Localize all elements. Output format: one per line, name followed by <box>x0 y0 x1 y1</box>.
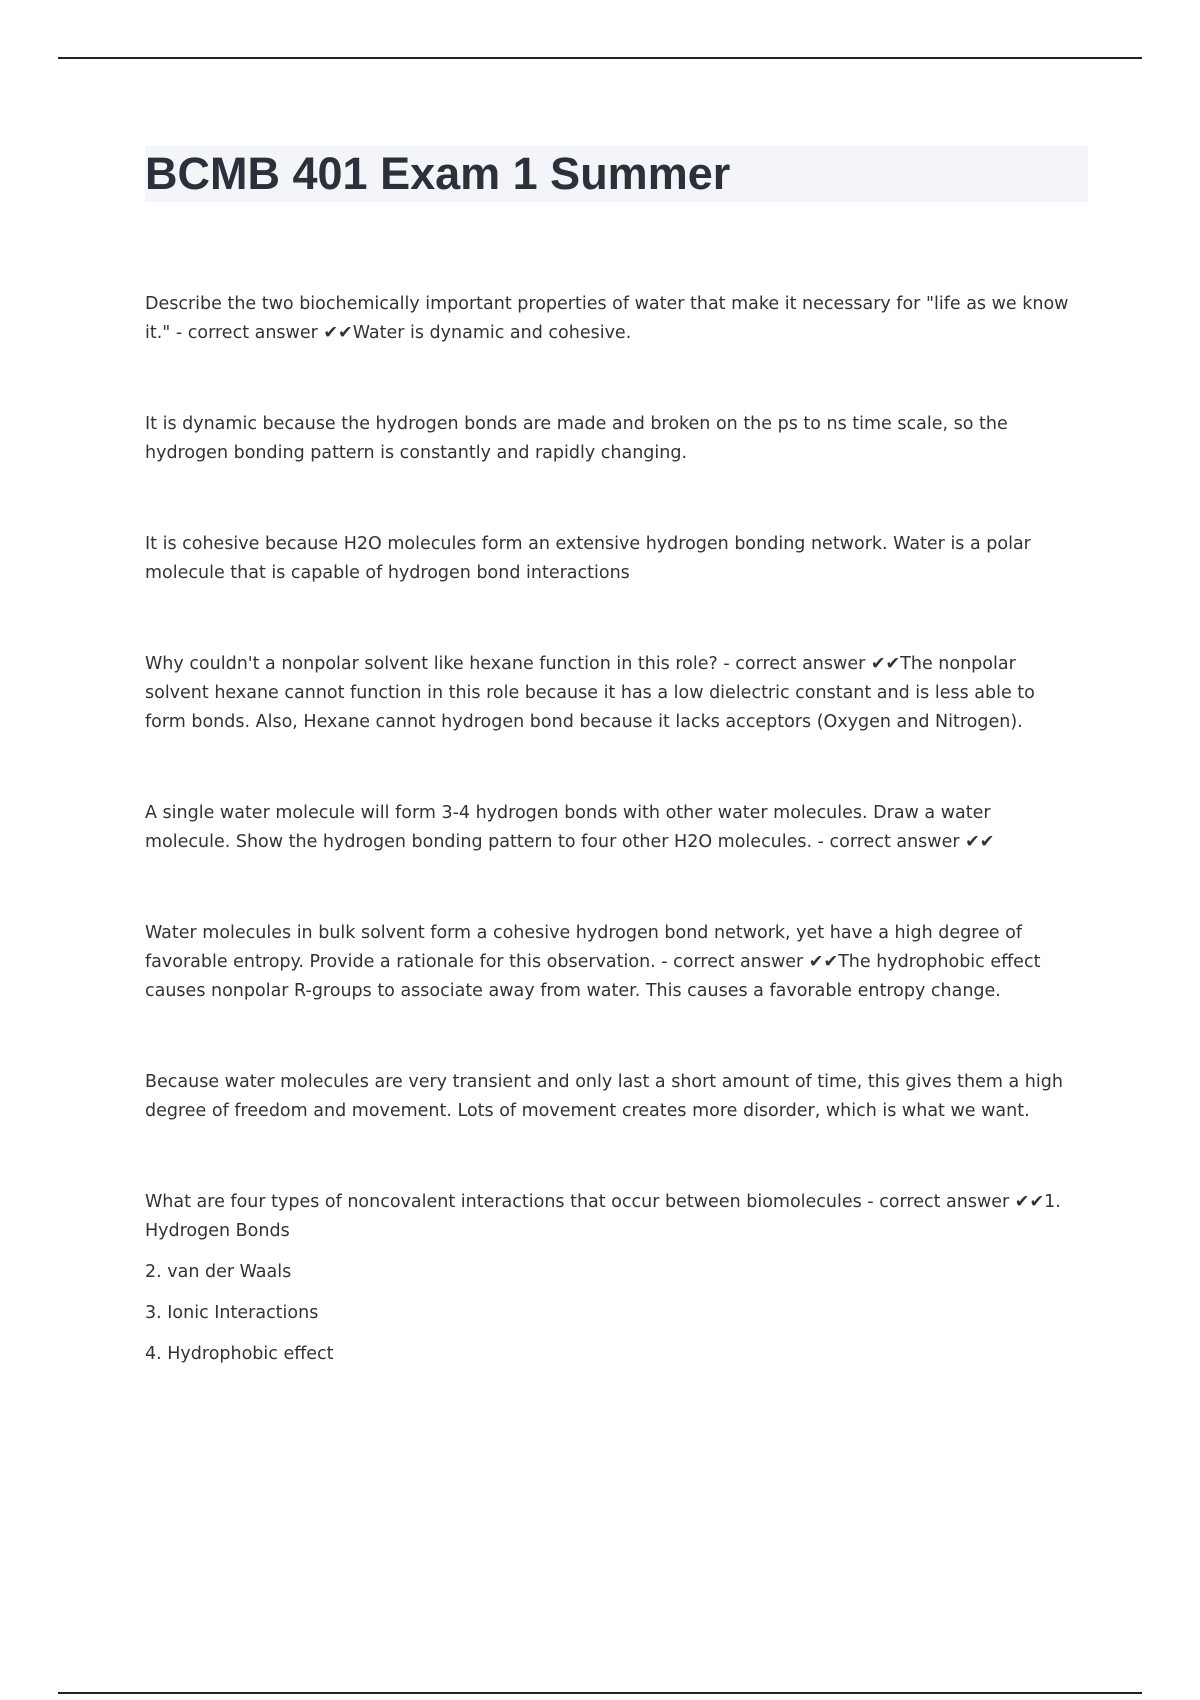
paragraph-q1: Describe the two biochemically important properties of water that make it necessary for "life as we know it." - correct answer ✔✔Water is dynamic and cohesive. <box>145 294 1069 343</box>
list-item-hydrophobic: 4. Hydrophobic effect <box>145 1344 334 1364</box>
paragraph-q2: Why couldn't a nonpolar solvent like hexane function in this role? - correct answer ✔✔The nonpolar solvent hexane cannot function in this role because it has a low dielectric constant and is less able to form bonds. Also, Hexane cannot hydrogen bond because it lacks acceptors (Oxygen and Nitrogen). <box>145 654 1035 732</box>
title-banner <box>145 146 1088 202</box>
paragraph-q4: Water molecules in bulk solvent form a cohesive hydrogen bond network, yet have a high degree of favorable entropy. Provide a rationale for this observation. - correct answer ✔✔The hydrophobic effect causes nonpolar R-groups to associate away from water. This causes a favorable entropy change. <box>145 923 1041 1001</box>
top-rule <box>58 57 1142 59</box>
paragraph-q3: A single water molecule will form 3-4 hydrogen bonds with other water molecules. Draw a water molecule. Show the hydrogen bonding pattern to four other H2O molecules. - correct answer ✔✔ <box>145 803 995 852</box>
list-item-ionic: 3. Ionic Interactions <box>145 1303 319 1323</box>
bottom-rule <box>58 1692 1142 1694</box>
document-body <box>145 290 1080 1369</box>
paragraph-cohesive: It is cohesive because H2O molecules form an extensive hydrogen bonding network. Water is a polar molecule that is capable of hydrogen bond interactions <box>145 534 1031 583</box>
paragraph-entropy: Because water molecules are very transient and only last a short amount of time, this gives them a high degree of freedom and movement. Lots of movement creates more disorder, which is what we want. <box>145 1072 1063 1121</box>
paragraph-dynamic: It is dynamic because the hydrogen bonds are made and broken on the ps to ns time scale, so the hydrogen bonding pattern is constantly and rapidly changing. <box>145 414 1008 463</box>
page-title: BCMB 401 Exam 1 Summer <box>145 148 731 199</box>
paragraph-q5: What are four types of noncovalent interactions that occur between biomolecules - correct answer ✔✔1. Hydrogen Bonds <box>145 1192 1061 1241</box>
list-item-van-der-waals: 2. van der Waals <box>145 1262 292 1282</box>
